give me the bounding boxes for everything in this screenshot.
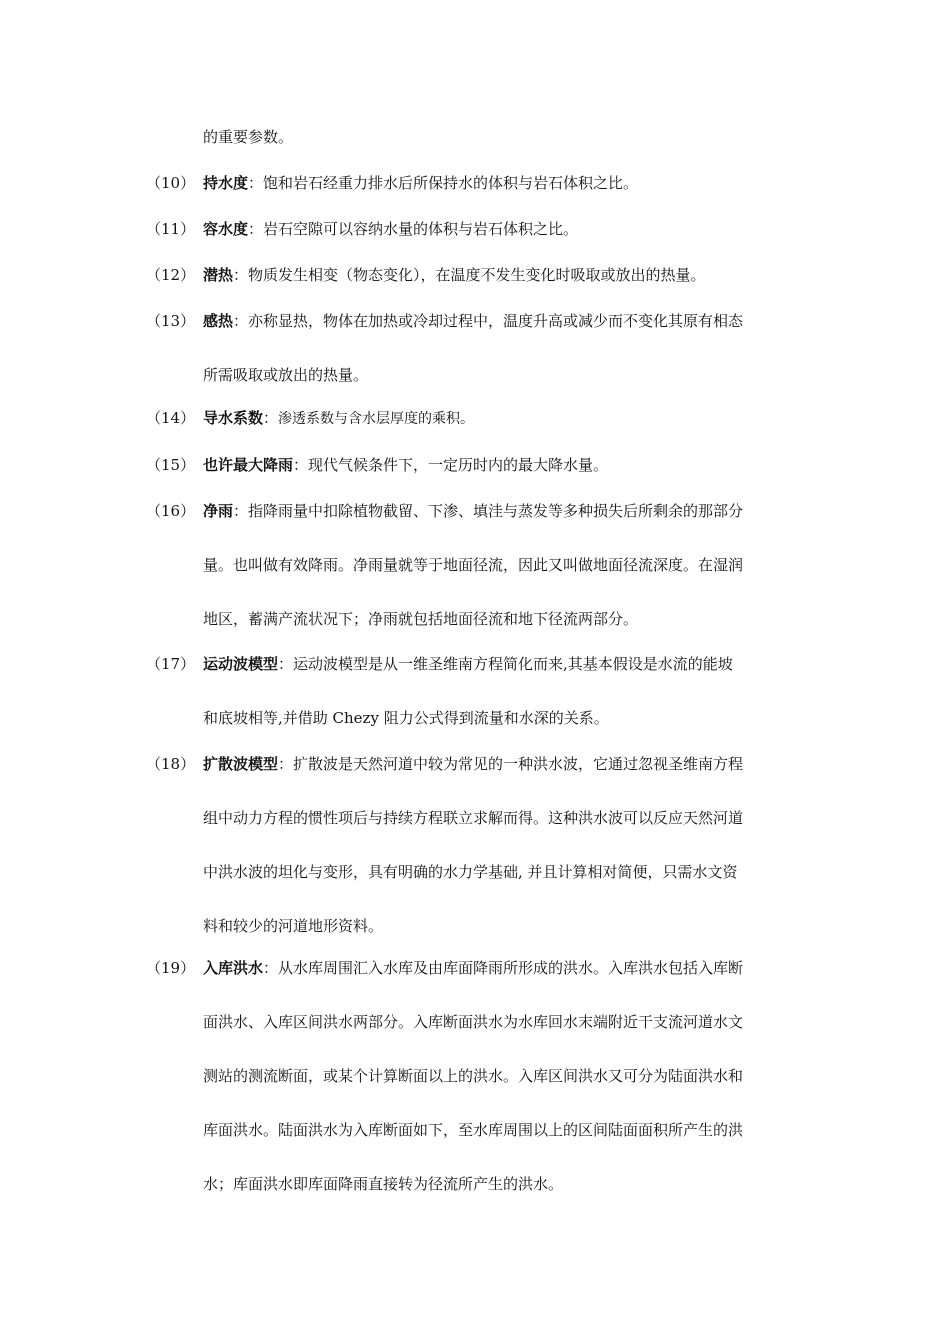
entry-number: （11） (146, 220, 196, 238)
paragraph-line: 的重要参数。 (203, 128, 294, 146)
definition-term: 导水系数 (203, 409, 264, 427)
definition-term: 感热 (203, 312, 234, 330)
definition-text: 物质发生相变（物态变化），在温度不发生变化时吸取或放出的热量。 (248, 266, 706, 284)
definition-text: 所需吸取或放出的热量。 (203, 366, 369, 384)
definition-text: 地区，蓄满产流状况下；净雨就包括地面径流和地下径流两部分。 (203, 610, 639, 628)
entry-number: （10） (146, 174, 196, 192)
definition-term: 持水度 (203, 174, 249, 192)
definition-text: 扩散波是天然河道中较为常见的一种洪水波，它通过忽视圣维南方程 (293, 755, 744, 773)
term-separator: ： (248, 174, 264, 192)
entry-number: （19） (146, 959, 196, 977)
term-separator: ： (233, 312, 249, 330)
definition-text: 组中动力方程的惯性项后与持续方程联立求解而得。这种洪水波可以反应天然河道 (203, 809, 744, 827)
definition-text: 指降雨量中扣除植物截留、下渗、填洼与蒸发等多种损失后所剩余的那部分 (248, 502, 744, 520)
definition-text: 库面洪水。陆面洪水为入库断面如下，至水库周围以上的区间陆面面积所产生的洪 (203, 1121, 744, 1139)
term-separator: ： (248, 220, 264, 238)
entry-number: （17） (146, 655, 196, 673)
entry-number: （15） (146, 456, 196, 474)
definition-text: 中洪水波的坦化与变形，具有明确的水力学基础, 并且计算相对简便，只需水文资 (203, 863, 738, 881)
term-separator: ： (233, 502, 249, 520)
term-separator: ： (263, 959, 279, 977)
term-separator: ： (278, 655, 294, 673)
definition-text: 从水库周围汇入水库及由库面降雨所形成的洪水。入库洪水包括入库断 (278, 959, 744, 977)
entry-number: （14） (146, 409, 196, 427)
definition-term: 潜热 (203, 266, 234, 284)
definition-text: 量。也叫做有效降雨。净雨量就等于地面径流，因此又叫做地面径流深度。在湿润 (203, 556, 744, 574)
term-separator: ： (263, 409, 279, 427)
entry-number: （12） (146, 266, 196, 284)
definition-text: 料和较少的河道地形资料。 (203, 917, 384, 935)
term-separator: ： (233, 266, 249, 284)
definition-term: 扩散波模型 (203, 755, 279, 773)
definition-text: 运动波模型是从一维圣维南方程简化而来,其基本假设是水流的能坡 (293, 655, 733, 673)
definition-text: 亦称显热，物体在加热或冷却过程中，温度升高或减少而不变化其原有相态 (248, 312, 744, 330)
definition-text: 饱和岩石经重力排水后所保持水的体积与岩石体积之比。 (263, 174, 639, 192)
definition-term: 容水度 (203, 220, 249, 238)
definition-text: 水；库面洪水即库面降雨直接转为径流所产生的洪水。 (203, 1175, 564, 1193)
definition-term: 也许最大降雨 (203, 456, 294, 474)
definition-text: 面洪水、入库区间洪水两部分。入库断面洪水为水库回水末端附近干支流河道水文 (203, 1013, 744, 1031)
entry-number: （18） (146, 755, 196, 773)
definition-text: 和底坡相等,并借助 Chezy 阻力公式得到流量和水深的关系。 (203, 709, 609, 727)
term-separator: ： (293, 456, 309, 474)
entry-number: （13） (146, 312, 196, 330)
definition-text: 渗透系数与含水层厚度的乘积。 (278, 411, 475, 427)
definition-text: 现代气候条件下，一定历时内的最大降水量。 (308, 456, 609, 474)
entry-number: （16） (146, 502, 196, 520)
definition-term: 入库洪水 (203, 959, 264, 977)
term-separator: ： (278, 755, 294, 773)
definition-text: 测站的测流断面，或某个计算断面以上的洪水。入库区间洪水又可分为陆面洪水和 (203, 1067, 744, 1085)
definition-term: 运动波模型 (203, 655, 279, 673)
definition-term: 净雨 (203, 502, 234, 520)
definition-text: 岩石空隙可以容纳水量的体积与岩石体积之比。 (263, 220, 579, 238)
